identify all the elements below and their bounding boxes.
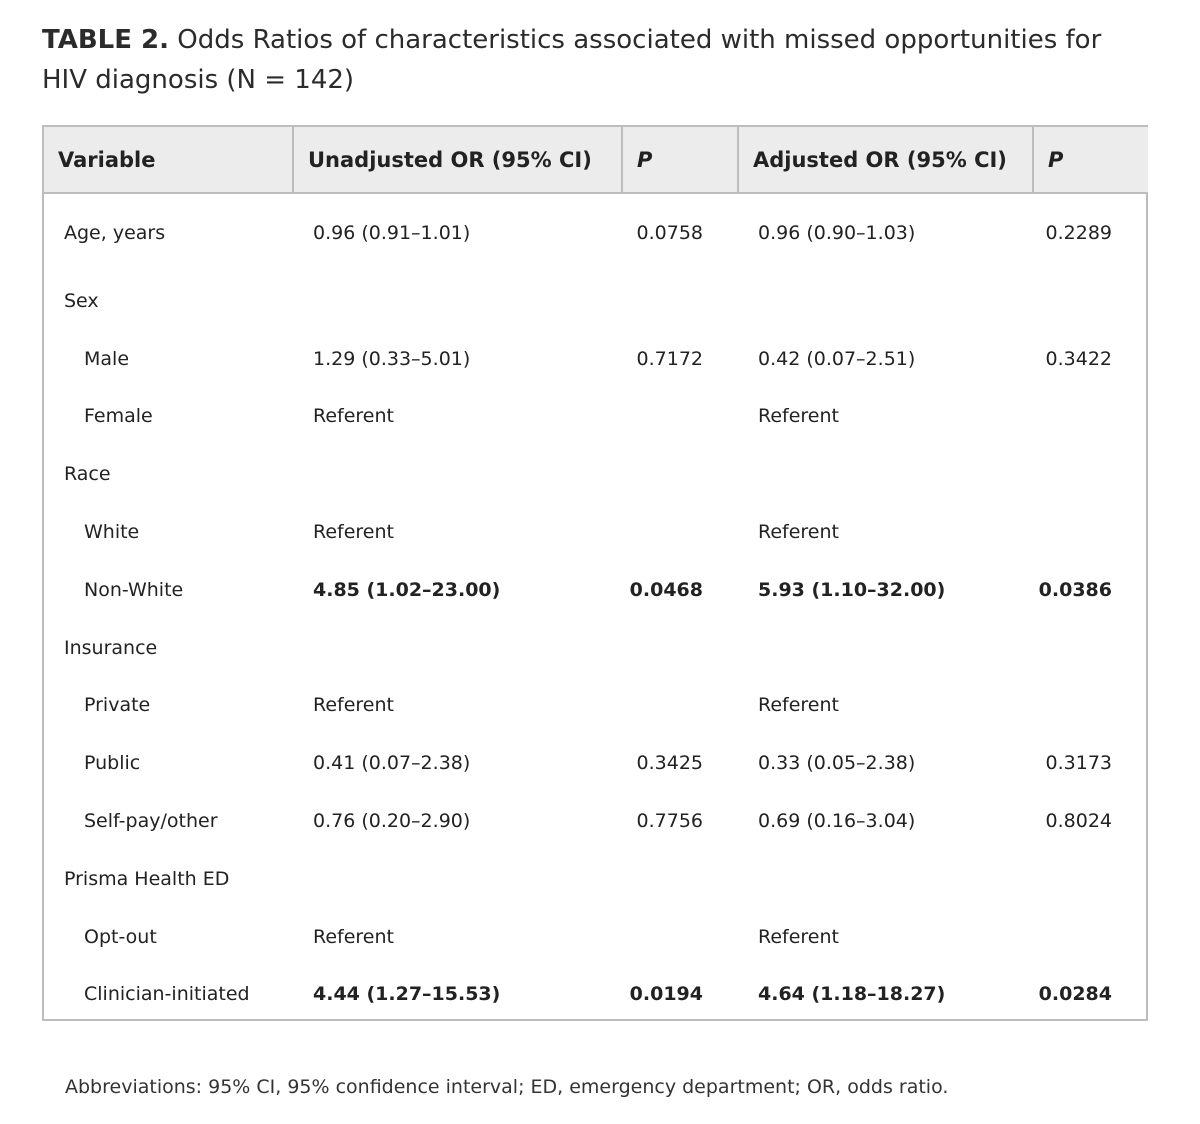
cell-unadjusted-or (293, 272, 622, 330)
cell-adjusted-or: Referent (758, 405, 839, 428)
header-p-unadjusted: P (622, 127, 738, 193)
cell-adjusted-or (738, 272, 1033, 330)
table-row (44, 561, 1148, 619)
cell-p-adjusted: 0.3422 (1045, 347, 1112, 370)
odds-ratio-table (42, 125, 1148, 1021)
cell-p-adjusted: 0.3173 (1045, 752, 1112, 775)
header-unadjusted-or: Unadjusted OR (95% CI) (293, 127, 622, 193)
cell-variable: Non-White (84, 578, 184, 601)
cell-variable: Race (64, 463, 111, 486)
cell-adjusted-or: 0.69 (0.16–3.04) (758, 810, 916, 833)
cell-variable: Self-pay/other (84, 810, 218, 833)
cell-p-adjusted (1033, 272, 1148, 330)
cell-p-unadjusted (622, 908, 738, 966)
cell-unadjusted-or: 0.76 (0.20–2.90) (313, 810, 471, 833)
cell-adjusted-or (738, 619, 1033, 677)
cell-variable: Opt-out (84, 925, 157, 948)
cell-variable: Sex (64, 289, 99, 312)
cell-unadjusted-or: 0.96 (0.91–1.01) (313, 222, 471, 244)
cell-unadjusted-or: Referent (313, 405, 394, 428)
cell-adjusted-or (738, 850, 1033, 908)
header-p-adjusted: P (1033, 127, 1148, 193)
cell-variable: Clinician-initiated (84, 983, 250, 1006)
table (44, 127, 1148, 1023)
table-row (44, 272, 1148, 330)
cell-unadjusted-or (293, 445, 622, 503)
header-variable: Variable (44, 127, 293, 193)
cell-p-adjusted (1033, 503, 1148, 561)
cell-p-unadjusted (622, 677, 738, 735)
cell-p-adjusted: 0.0284 (1038, 983, 1112, 1006)
cell-adjusted-or: 0.33 (0.05–2.38) (758, 752, 916, 775)
cell-unadjusted-or: 1.29 (0.33–5.01) (313, 347, 471, 370)
cell-adjusted-or: 4.64 (1.18–18.27) (758, 983, 946, 1006)
cell-p-adjusted (1033, 850, 1148, 908)
cell-unadjusted-or (293, 619, 622, 677)
cell-adjusted-or: Referent (758, 521, 839, 544)
cell-unadjusted-or (293, 850, 622, 908)
cell-p-unadjusted (622, 619, 738, 677)
table-row (44, 908, 1148, 966)
cell-p-adjusted: 0.2289 (1045, 222, 1112, 244)
cell-p-unadjusted: 0.3425 (636, 752, 703, 775)
cell-p-adjusted (1033, 677, 1148, 735)
table-body (44, 193, 1148, 1023)
cell-p-unadjusted: 0.7172 (636, 347, 703, 370)
cell-unadjusted-or: Referent (313, 521, 394, 544)
cell-p-unadjusted: 0.0194 (629, 983, 703, 1006)
cell-variable: Age, years (64, 222, 166, 244)
cell-variable: Female (84, 405, 153, 428)
cell-adjusted-or: 0.42 (0.07–2.51) (758, 347, 916, 370)
cell-unadjusted-or: Referent (313, 694, 394, 717)
cell-variable: Insurance (64, 636, 158, 659)
cell-unadjusted-or: Referent (313, 925, 394, 948)
cell-adjusted-or: Referent (758, 694, 839, 717)
cell-variable: White (84, 521, 140, 544)
table-row (44, 330, 1148, 388)
cell-p-adjusted (1033, 388, 1148, 446)
table-row (44, 850, 1148, 908)
table-row (44, 503, 1148, 561)
table-row (44, 966, 1148, 1024)
table-row (44, 445, 1148, 503)
cell-p-adjusted (1033, 445, 1148, 503)
header-adjusted-or: Adjusted OR (95% CI) (738, 127, 1033, 193)
table-caption-text: Odds Ratios of characteristics associated with missed opportunities for HIV diagnosis (N = 142) (42, 25, 1102, 95)
table-caption-label: TABLE 2. (42, 25, 170, 55)
cell-unadjusted-or: 0.41 (0.07–2.38) (313, 752, 471, 775)
table-caption (42, 20, 1152, 100)
cell-p-unadjusted (622, 503, 738, 561)
table-row (44, 734, 1148, 792)
cell-p-unadjusted (622, 388, 738, 446)
cell-p-adjusted (1033, 908, 1148, 966)
cell-adjusted-or: 0.96 (0.90–1.03) (758, 222, 916, 244)
cell-p-adjusted: 0.8024 (1045, 810, 1112, 833)
table-header-row (44, 127, 1148, 193)
cell-p-adjusted (1033, 619, 1148, 677)
table-row (44, 619, 1148, 677)
table-row (44, 193, 1148, 272)
table-footnote: Abbreviations: 95% CI, 95% confidence interval; ED, emergency department; OR, odds ratio. (65, 1076, 949, 1098)
cell-adjusted-or (738, 445, 1033, 503)
cell-p-unadjusted: 0.0468 (629, 578, 703, 601)
table-row (44, 792, 1148, 850)
cell-variable: Private (84, 694, 151, 717)
cell-p-unadjusted (622, 445, 738, 503)
cell-p-unadjusted: 0.0758 (636, 222, 703, 244)
cell-unadjusted-or: 4.44 (1.27–15.53) (313, 983, 501, 1006)
table-row (44, 388, 1148, 446)
cell-unadjusted-or: 4.85 (1.02–23.00) (313, 578, 501, 601)
cell-p-adjusted: 0.0386 (1038, 578, 1112, 601)
table-row (44, 677, 1148, 735)
cell-adjusted-or: Referent (758, 925, 839, 948)
cell-variable: Male (84, 347, 130, 370)
cell-variable: Prisma Health ED (64, 867, 230, 890)
cell-variable: Public (84, 752, 141, 775)
cell-p-unadjusted (622, 272, 738, 330)
cell-adjusted-or: 5.93 (1.10–32.00) (758, 578, 946, 601)
cell-p-unadjusted: 0.7756 (636, 810, 703, 833)
cell-p-unadjusted (622, 850, 738, 908)
